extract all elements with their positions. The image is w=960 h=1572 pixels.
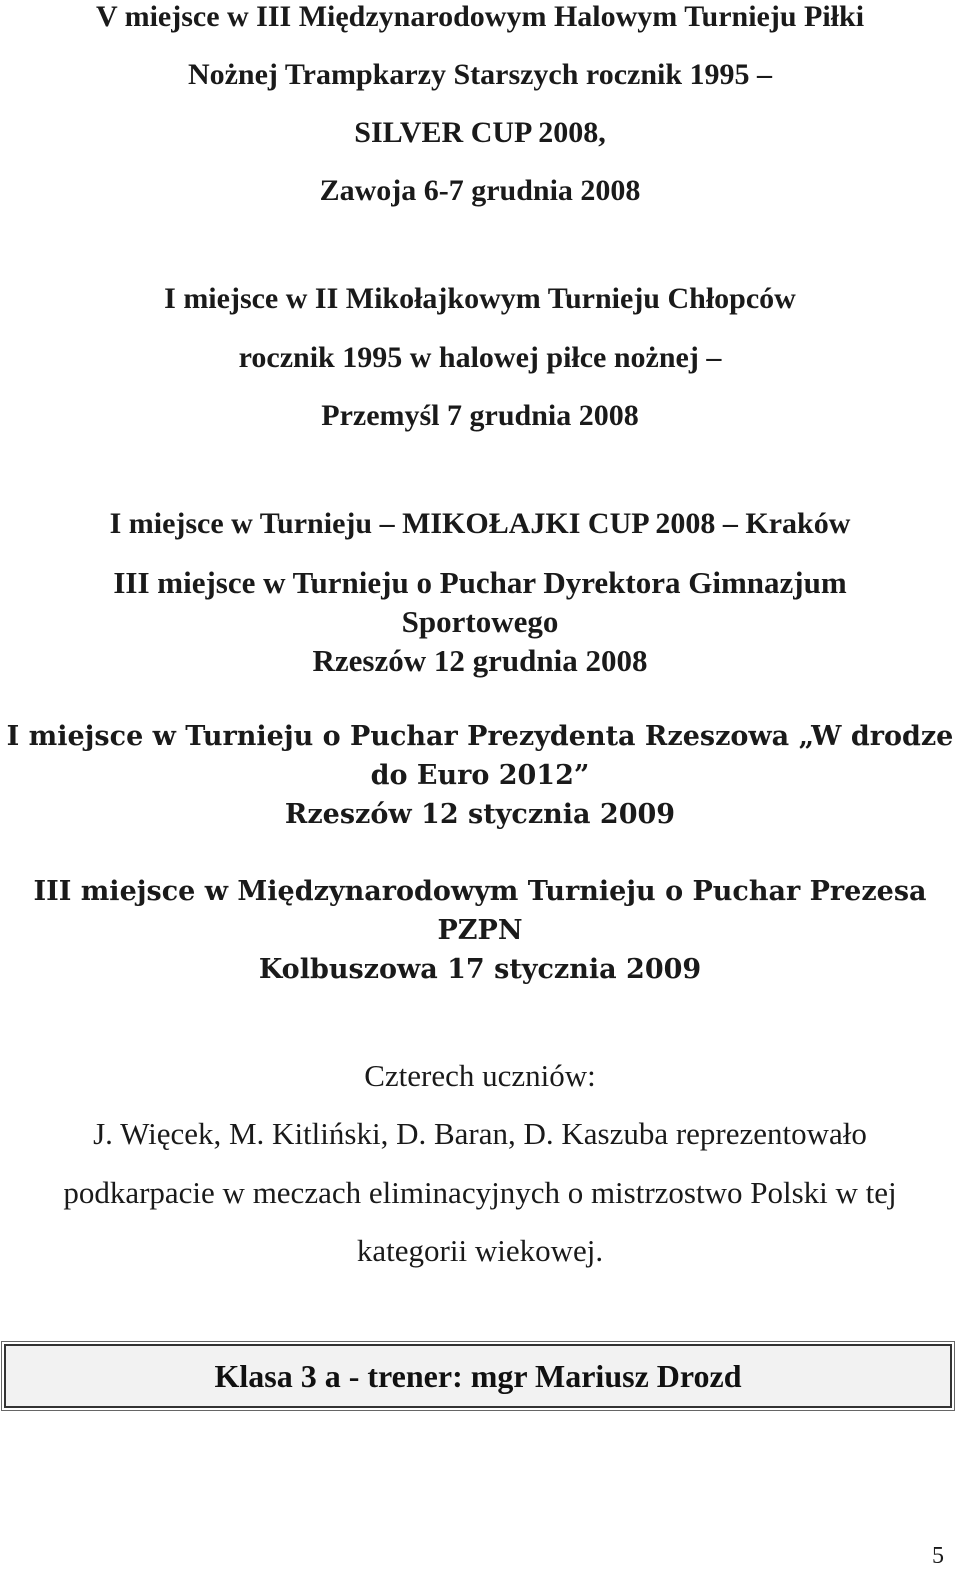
achievement-5-line-2: do Euro 2012” xyxy=(370,760,590,791)
class-trainer-box xyxy=(4,1344,952,1408)
achievement-6-line-2: PZPN xyxy=(437,915,523,946)
achievement-2-line-3: Przemyśl 7 grudnia 2008 xyxy=(321,399,639,432)
students-line-1: J. Więcek, M. Kitliński, D. Baran, D. Kaszuba reprezentowało xyxy=(93,1116,867,1151)
achievement-4-line-3: Rzeszów 12 grudnia 2008 xyxy=(312,643,648,678)
achievement-6-line-1: III miejsce w Międzynarodowym Turnieju o Puchar Prezesa xyxy=(33,876,927,907)
page-number: 5 xyxy=(932,1543,944,1569)
students-line-3: kategorii wiekowej. xyxy=(356,1233,604,1268)
achievement-5-line-3: Rzeszów 12 stycznia 2009 xyxy=(284,799,676,830)
achievement-5-line-1: I miejsce w Turnieju o Puchar Prezydenta Rzeszowa „W drodze xyxy=(6,721,954,752)
achievement-1-line-4: Zawoja 6-7 grudnia 2008 xyxy=(319,174,641,207)
class-trainer-label: Klasa 3 a - trener: mgr Mariusz Drozd xyxy=(214,1357,742,1394)
students-line-2: podkarpacie w meczach eliminacyjnych o mistrzostwo Polski w tej xyxy=(63,1175,897,1210)
students-heading: Czterech uczniów: xyxy=(364,1058,596,1093)
achievement-2-line-2: rocznik 1995 w halowej piłce nożnej – xyxy=(238,341,722,374)
achievement-2-line-1: I miejsce w II Mikołajkowym Turnieju Chłopców xyxy=(164,282,796,315)
achievement-1-line-2: Nożnej Trampkarzy Starszych rocznik 1995 – xyxy=(187,58,773,91)
achievement-4-line-2: Sportowego xyxy=(401,604,559,639)
achievement-4-line-1: III miejsce w Turnieju o Puchar Dyrektora Gimnazjum xyxy=(113,565,847,600)
achievement-1-line-1: V miejsce w III Międzynarodowym Halowym Turnieju Piłki xyxy=(95,0,865,33)
achievement-1-line-3: SILVER CUP 2008, xyxy=(354,116,606,149)
achievement-6-line-3: Kolbuszowa 17 stycznia 2009 xyxy=(258,954,702,985)
achievement-3-line-1: I miejsce w Turnieju – MIKOŁAJKI CUP 2008 – Kraków xyxy=(109,507,851,540)
